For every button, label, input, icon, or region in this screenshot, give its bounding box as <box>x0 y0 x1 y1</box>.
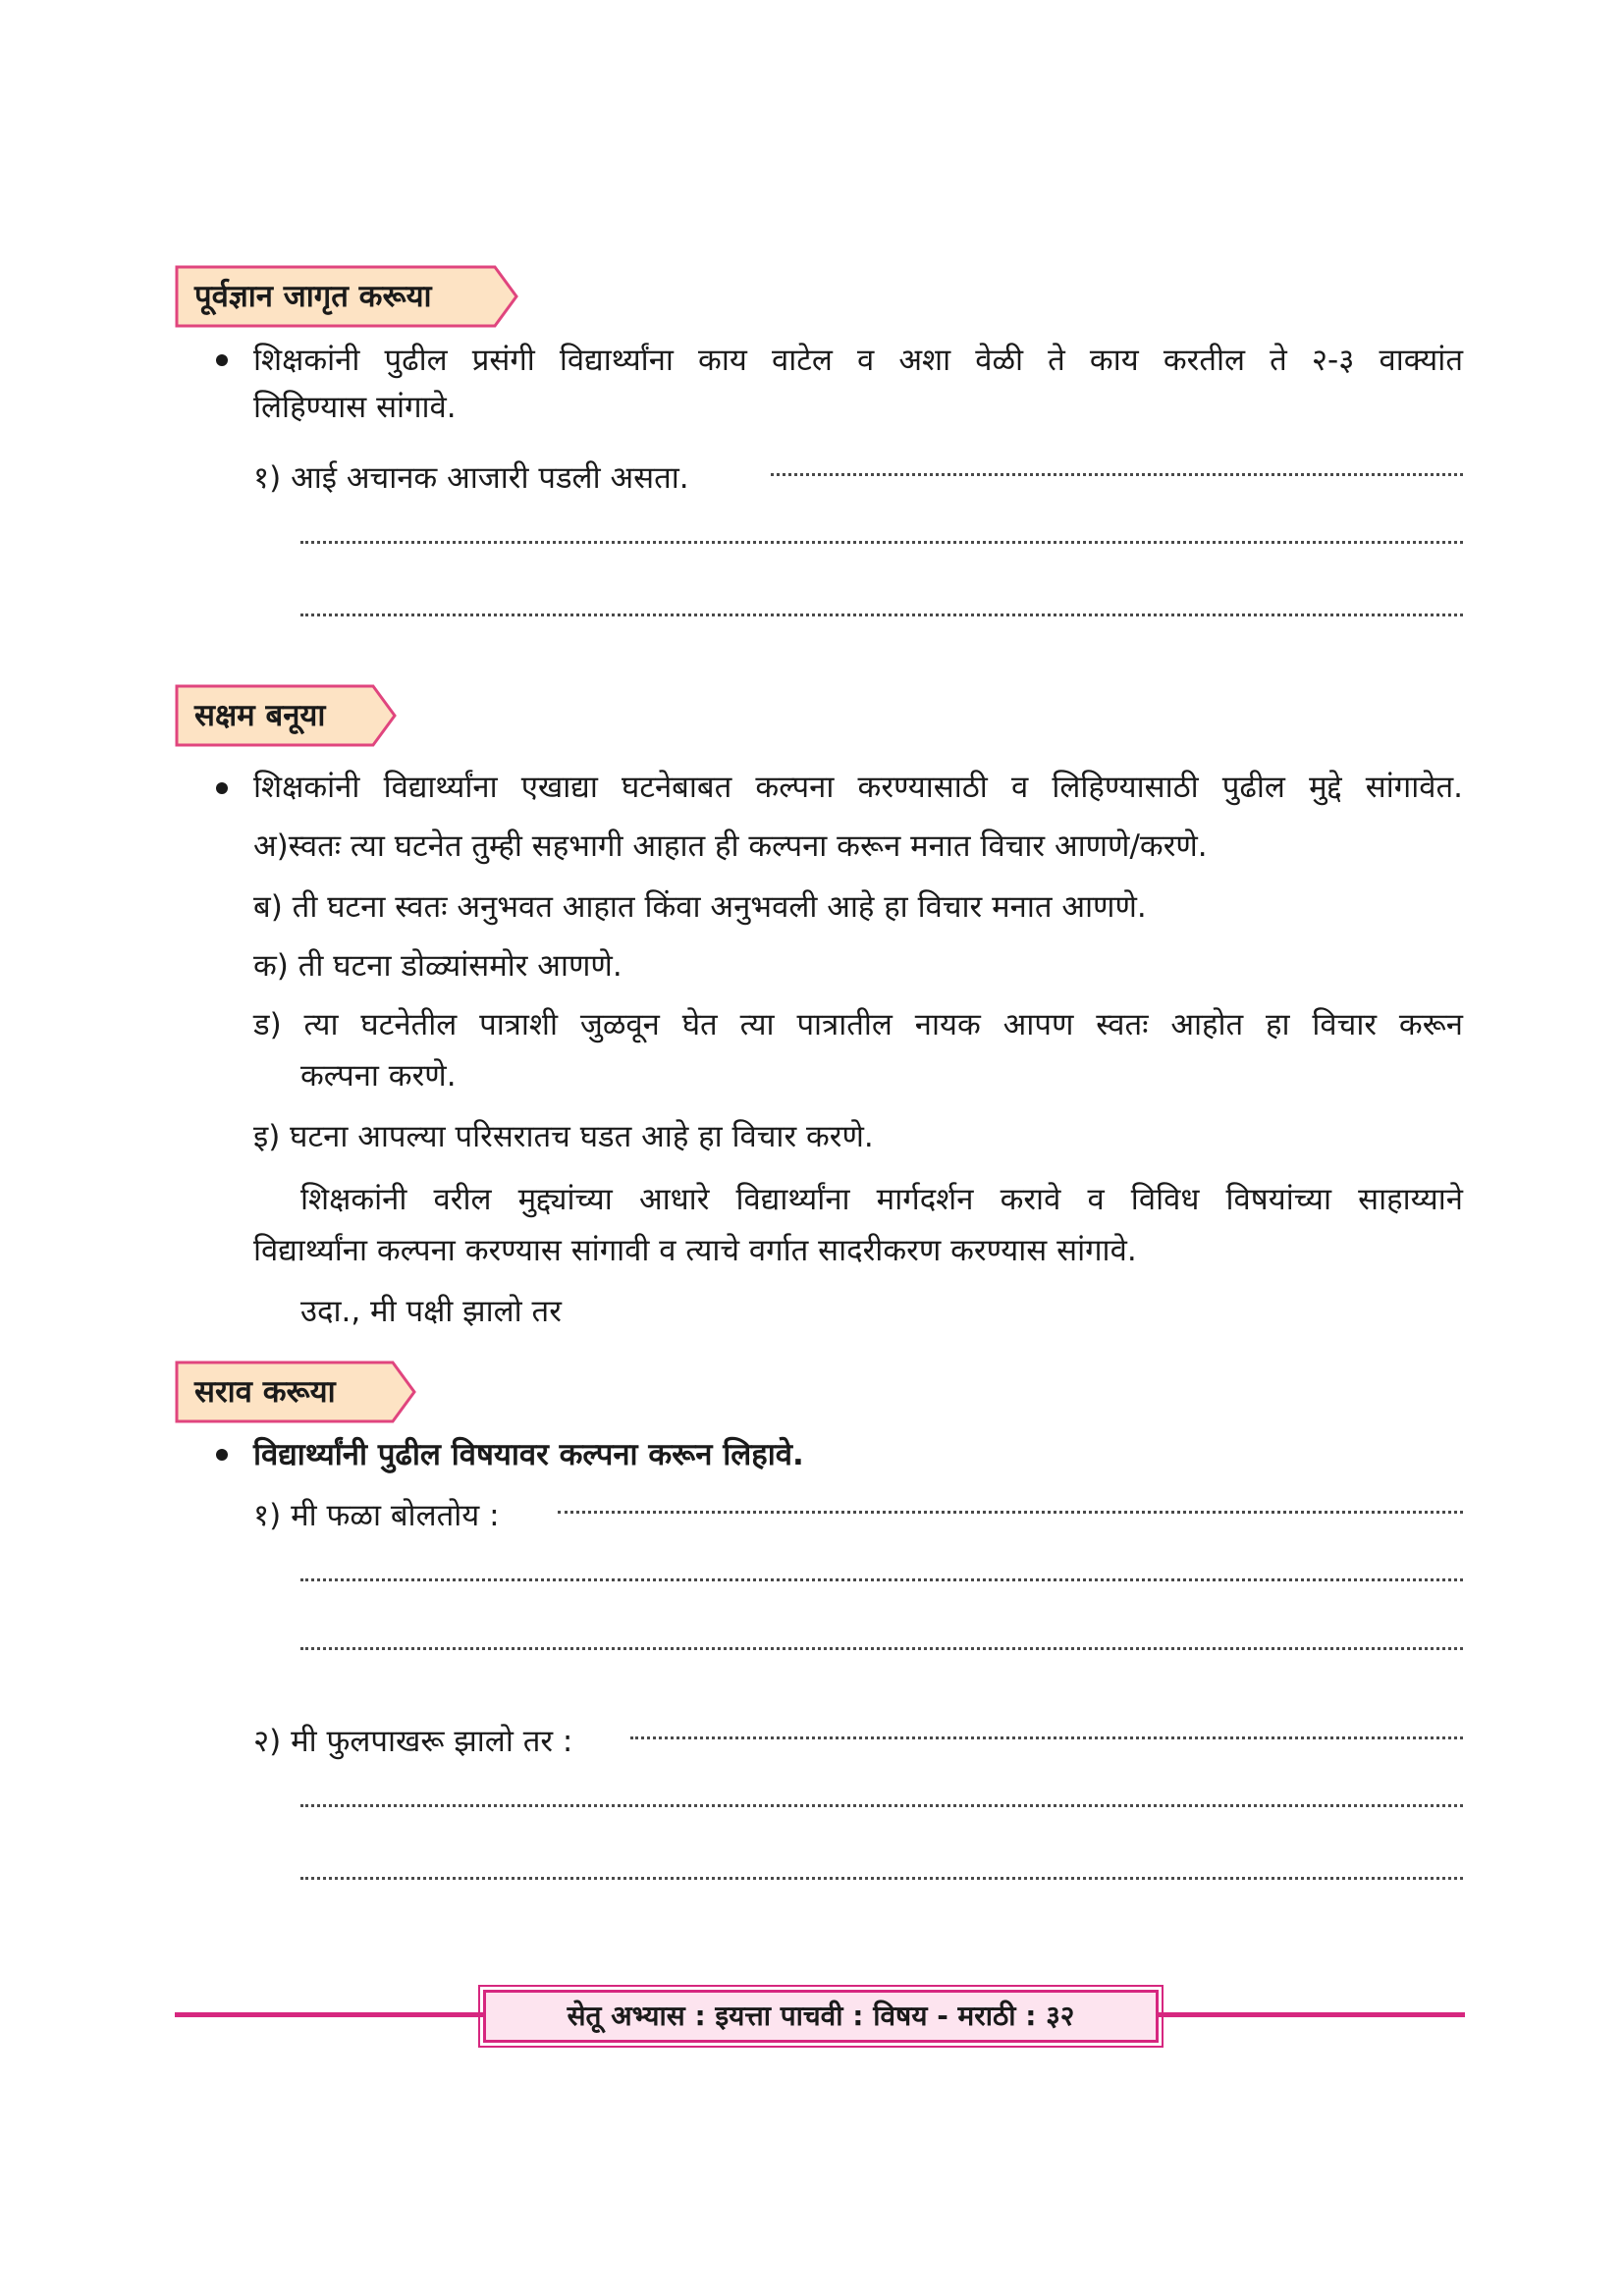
answer-line[interactable] <box>300 1647 1463 1650</box>
instruction-line: शिक्षकांनी विद्यार्थ्यांना एखाद्या घटनेबाबत कल्पना करण्यासाठी व लिहिण्यासाठी पुढील मुद्दे सांगावेत. <box>253 770 1463 805</box>
bullet-icon <box>216 354 228 366</box>
heading-label: सक्षम बनूया <box>194 698 326 733</box>
answer-line[interactable] <box>300 541 1463 544</box>
instruction-line: लिहिण्यास सांगावे. <box>253 390 457 425</box>
point-item: क) ती घटना डोळ्यांसमोर आणणे. <box>253 948 623 984</box>
guidance-paragraph: शिक्षकांनी वरील मुद्द्यांच्या आधारे विद्यार्थ्यांना मार्गदर्शन करावे व विविध विषयांच्या साहाय्याने <box>300 1182 1463 1217</box>
question-item: २) मी फुलपाखरू झालो तर : <box>253 1724 573 1759</box>
point-item: ड) त्या घटनेतील पात्राशी जुळवून घेत त्या पात्रातील नायक आपण स्वतः आहोत हा विचार करून <box>253 1007 1463 1042</box>
answer-line[interactable] <box>300 614 1463 616</box>
footer-label: सेतू अभ्यास : इयत्ता पाचवी : विषय - मराठी : ३२ <box>567 2000 1075 2032</box>
point-item: इ) घटना आपल्या परिसरातच घडत आहे हा विचार करणे. <box>253 1119 874 1154</box>
point-item: अ)स्वतः त्या घटनेत तुम्ही सहभागी आहात ही कल्पना करून मनात विचार आणणे/करणे. <box>253 828 1208 864</box>
bullet-icon <box>216 1449 228 1461</box>
example-text: उदा., मी पक्षी झालो तर <box>300 1294 562 1329</box>
answer-line[interactable] <box>300 1804 1463 1807</box>
instruction-line: शिक्षकांनी पुढील प्रसंगी विद्यार्थ्यांना काय वाटेल व अशा वेळी ते काय करतील ते २-३ वाक्यांत <box>253 343 1463 378</box>
footer-banner <box>483 1990 1159 2043</box>
heading-label: सराव करूया <box>194 1374 336 1410</box>
instruction-line: विद्यार्थ्यांनी पुढील विषयावर कल्पना करून लिहावे. <box>253 1437 804 1472</box>
question-item: १) मी फळा बोलतोय : <box>253 1498 500 1533</box>
point-item-continued: कल्पना करणे. <box>300 1058 457 1094</box>
answer-line[interactable] <box>771 473 1463 476</box>
point-item: ब) ती घटना स्वतः अनुभवत आहात किंवा अनुभवली आहे हा विचार मनात आणणे. <box>253 889 1147 925</box>
section-heading-practice <box>175 1361 416 1423</box>
answer-line[interactable] <box>300 1877 1463 1880</box>
section-heading-become-capable <box>175 684 397 747</box>
question-item: १) आई अचानक आजारी पडली असता. <box>253 460 689 496</box>
bullet-icon <box>216 782 228 794</box>
answer-line[interactable] <box>300 1578 1463 1581</box>
guidance-paragraph: विद्यार्थ्यांना कल्पना करण्यास सांगावी व त्याचे वर्गात सादरीकरण करण्यास सांगावे. <box>253 1233 1137 1268</box>
answer-line[interactable] <box>630 1736 1463 1739</box>
answer-line[interactable] <box>558 1511 1463 1514</box>
section-heading-prior-knowledge <box>175 265 518 328</box>
heading-label: पूर्वज्ञान जागृत करूया <box>194 279 432 314</box>
